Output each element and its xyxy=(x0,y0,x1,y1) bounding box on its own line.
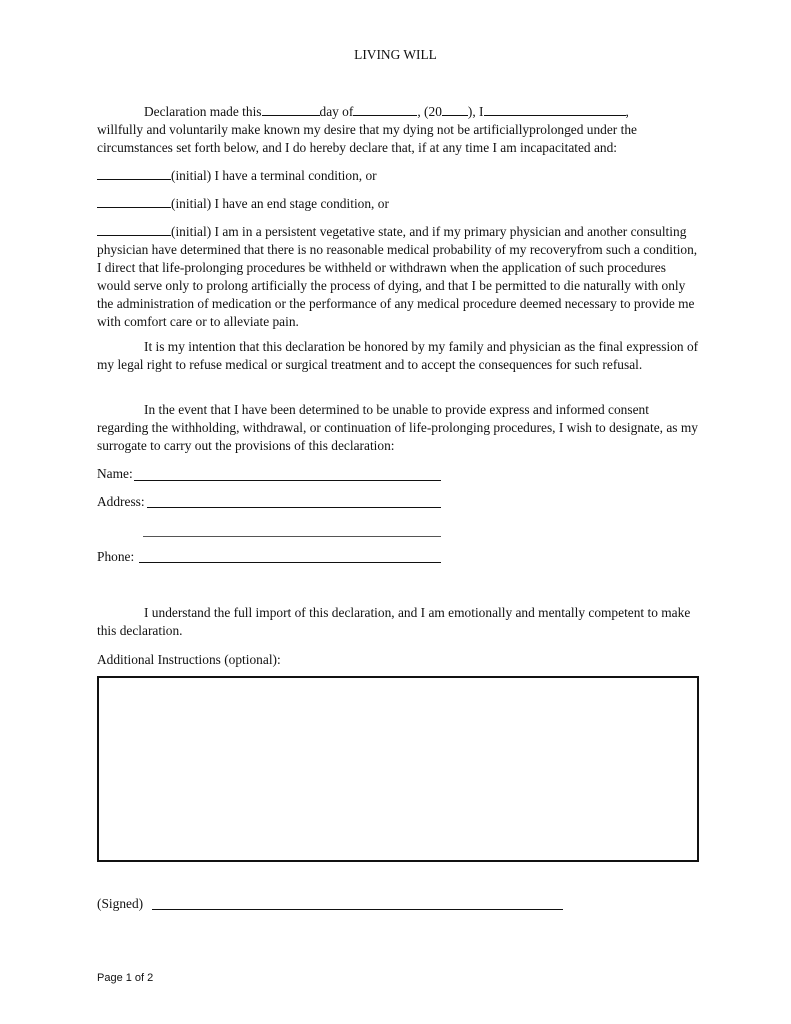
initial-blank[interactable] xyxy=(97,194,171,208)
address-field-line-2[interactable] xyxy=(143,536,441,537)
option-end-stage xyxy=(97,194,701,213)
intention-paragraph: It is my intention that this declaration be honored by my family and physician as the final expression of my legal right to refuse medical or surgical treatment and to accept the consequences for such refusal. xyxy=(97,339,699,372)
declaration-paragraph xyxy=(97,102,701,157)
declaration-text-4: ), I xyxy=(467,104,484,119)
phone-label: Phone: xyxy=(97,549,135,564)
option-text: (initial) I have an end stage condition, or xyxy=(171,196,389,211)
option-terminal xyxy=(97,166,701,185)
phone-field[interactable] xyxy=(139,562,441,563)
declaration-text-1: Declaration made this xyxy=(144,104,262,119)
year-blank[interactable] xyxy=(442,102,468,116)
declarant-name-blank[interactable] xyxy=(484,102,626,116)
day-blank[interactable] xyxy=(262,102,320,116)
surrogate-paragraph: In the event that I have been determined to be unable to provide express and informed consent regarding the withholding, withdrawal, or continuation of life-prolonging procedures, I wish to designate, as my surrogate to carry out the provisions of this declaration: xyxy=(97,402,698,453)
declaration-text-2: day of xyxy=(319,104,354,119)
page-number: Page 1 of 2 xyxy=(97,972,154,984)
understand-paragraph: I understand the full import of this declaration, and I am emotionally and mentally competent to make this declaration. xyxy=(97,605,691,638)
declaration-text-rest: willfully and voluntarily make known my desire that my dying not be artificiallyprolonged under the circumstances set forth below, and I do hereby declare that, if at any time I am incapacitated and: xyxy=(97,122,637,155)
declaration-text-3: , (20 xyxy=(417,104,442,119)
name-field[interactable] xyxy=(134,480,441,481)
name-label: Name: xyxy=(97,466,133,481)
address-field[interactable] xyxy=(147,507,441,508)
option-text: (initial) I have a terminal condition, or xyxy=(171,168,377,183)
address-label: Address: xyxy=(97,494,145,509)
document-title: LIVING WILL xyxy=(354,47,437,62)
option-text: (initial) I am in a persistent vegetative state, and if my primary physician and another consulting physician have determined that there is no reasonable medical probability of my recoveryfrom such a condition, I direct that life-prolonging procedures be withheld or withdrawn when the application of such procedures would serve only to prolong artificially the process of dying, and that I be permitted to die naturally with only the administration of medication or the performance of any medical procedure deemed necessary to provide me with comfort care or to alleviate pain. xyxy=(97,224,698,329)
signed-label: (Signed) xyxy=(97,896,144,911)
initial-blank[interactable] xyxy=(97,222,171,236)
additional-instructions-label: Additional Instructions (optional): xyxy=(97,652,281,667)
option-vegetative xyxy=(97,222,701,331)
initial-blank[interactable] xyxy=(97,166,171,180)
additional-instructions-box[interactable] xyxy=(97,676,699,862)
declaration-text-5: , xyxy=(625,104,629,119)
month-blank[interactable] xyxy=(353,102,417,116)
signature-field[interactable] xyxy=(152,909,563,910)
